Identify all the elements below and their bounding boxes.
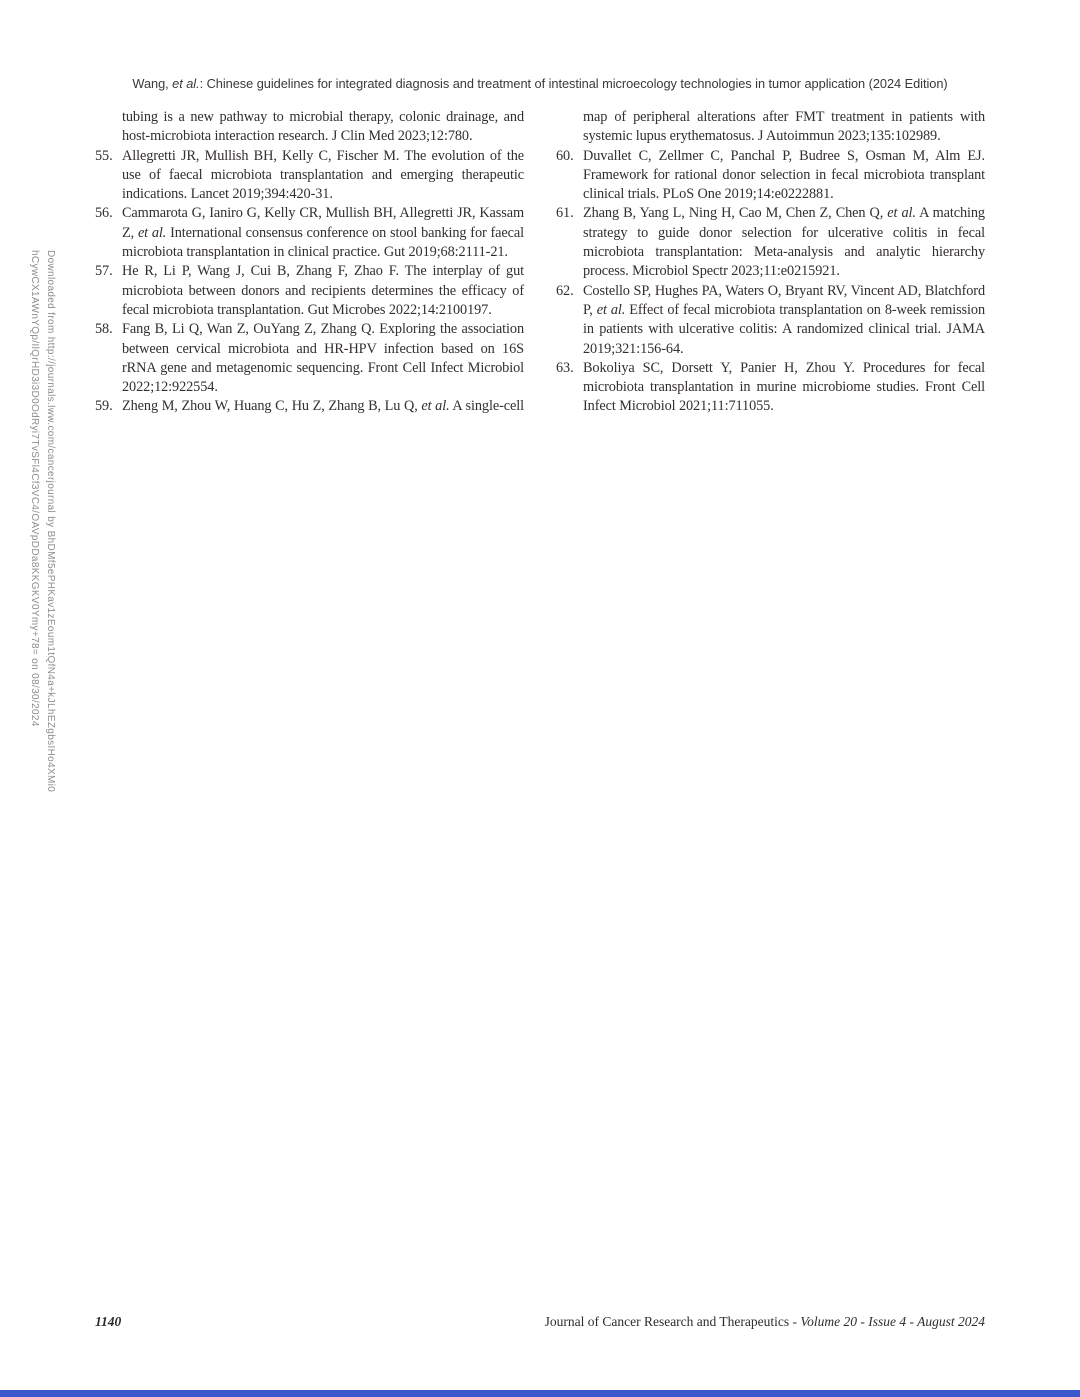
reference-text: Duvallet C, Zellmer C, Panchal P, Budree S, Osman M, Alm EJ. Framework for rational donor selection in fecal microbiota transplant clinical trials. PLoS One 2019;14:e0222881. xyxy=(583,147,985,203)
reference-number: 56. xyxy=(95,205,113,222)
reference-number: 59. xyxy=(95,398,113,415)
page-number: 1140 xyxy=(95,1314,122,1329)
references-left-column xyxy=(95,108,524,417)
reference-item xyxy=(556,204,985,281)
reference-text: Bokoliya SC, Dorsett Y, Panier H, Zhou Y. Procedures for fecal microbiota transplantation in murine microbiome studies. Front Cell Infect Microbiol 2021;11:711055. xyxy=(583,359,985,415)
reference-text: Zhang B, Yang L, Ning H, Cao M, Chen Z, Chen Q, et al. A matching strategy to guide donor selection for ulcerative colitis in fecal microbiota transplantation: Meta-analysis and analytic hierarchy process. Microbiol Spectr 2023;11:e0215921. xyxy=(583,205,985,280)
reference-item xyxy=(95,320,524,397)
footer-journal-line xyxy=(545,1314,985,1330)
reference-number: 62. xyxy=(556,282,574,299)
reference-number: 60. xyxy=(556,147,574,164)
reference-text: map of peripheral alterations after FMT treatment in patients with systemic lupus erythematosus. J Autoimmun 2023;135:102989. xyxy=(583,109,985,145)
download-watermark-line1: Downloaded from http://journals.lww.com/cancerjournal by BhDMf5ePHKav1zEoum1tQfN4a+kJLhEZgbsIHo4XMi0 xyxy=(45,250,56,793)
reference-item xyxy=(95,397,524,416)
reference-item xyxy=(556,359,985,417)
running-title: Wang, et al.: Chinese guidelines for integrated diagnosis and treatment of intestinal microecology technologies in tumor application (2024 Edition) xyxy=(132,76,948,91)
reference-item xyxy=(95,204,524,262)
journal-name: Journal of Cancer Research and Therapeutics xyxy=(544,1314,790,1329)
reference-text: Costello SP, Hughes PA, Waters O, Bryant RV, Vincent AD, Blatchford P, et al. Effect of fecal microbiota transplantation on 8-week remission in patients with ulcerative colitis: A randomized clinical trial. JAMA 2019;321:156-64. xyxy=(583,282,985,357)
references-right-column xyxy=(556,108,985,417)
reference-text: Zheng M, Zhou W, Huang C, Hu Z, Zhang B, Lu Q, et al. A single-cell xyxy=(122,398,524,415)
references-section xyxy=(95,108,985,417)
reference-item xyxy=(556,282,985,359)
reference-item xyxy=(95,262,524,320)
reference-number: 63. xyxy=(556,359,574,376)
reference-number: 61. xyxy=(556,205,574,222)
download-watermark xyxy=(24,250,58,838)
reference-text: Allegretti JR, Mullish BH, Kelly C, Fischer M. The evolution of the use of faecal microbiota transplantation and emerging therapeutic indications. Lancet 2019;394:420-31. xyxy=(122,147,524,203)
reference-item xyxy=(556,147,985,205)
journal-issue-info: - Volume 20 - Issue 4 - August 2024 xyxy=(789,1314,985,1329)
reference-item xyxy=(95,147,524,205)
reference-number: 57. xyxy=(95,263,113,280)
reference-number: 55. xyxy=(95,147,113,164)
reference-number: 58. xyxy=(95,321,113,338)
reference-text: He R, Li P, Wang J, Cui B, Zhang F, Zhao F. The interplay of gut microbiota between donors and recipients determines the efficacy of fecal microbiota transplantation. Gut Microbes 2022;14:2100197. xyxy=(122,263,524,318)
reference-text: Cammarota G, Ianiro G, Kelly CR, Mullish BH, Allegretti JR, Kassam Z, et al. International consensus conference on stool banking for faecal microbiota transplantation in clinical practice. Gut 2019;68:2111-21. xyxy=(122,205,524,261)
bottom-accent-bar xyxy=(0,1390,1080,1397)
reference-item xyxy=(556,108,985,147)
reference-text: tubing is a new pathway to microbial therapy, colonic drainage, and host-microbiota interaction research. J Clin Med 2023;12:780. xyxy=(122,109,524,145)
reference-text: Fang B, Li Q, Wan Z, OuYang Z, Zhang Q. Exploring the association between cervical microbiota and HR-HPV infection based on 16S rRNA gene and metagenomic sequencing. Front Cell Infect Microbiol 2022;12:922554. xyxy=(122,321,524,396)
download-watermark-line2: hCywCX1AWnYQp/IlQrHD3i3D0OdRyi7TvSFl4Cf3VC4/OAVpDDa8KKGKV0Ymy+78= on 08/30/2024 xyxy=(29,250,40,727)
reference-item xyxy=(95,108,524,147)
